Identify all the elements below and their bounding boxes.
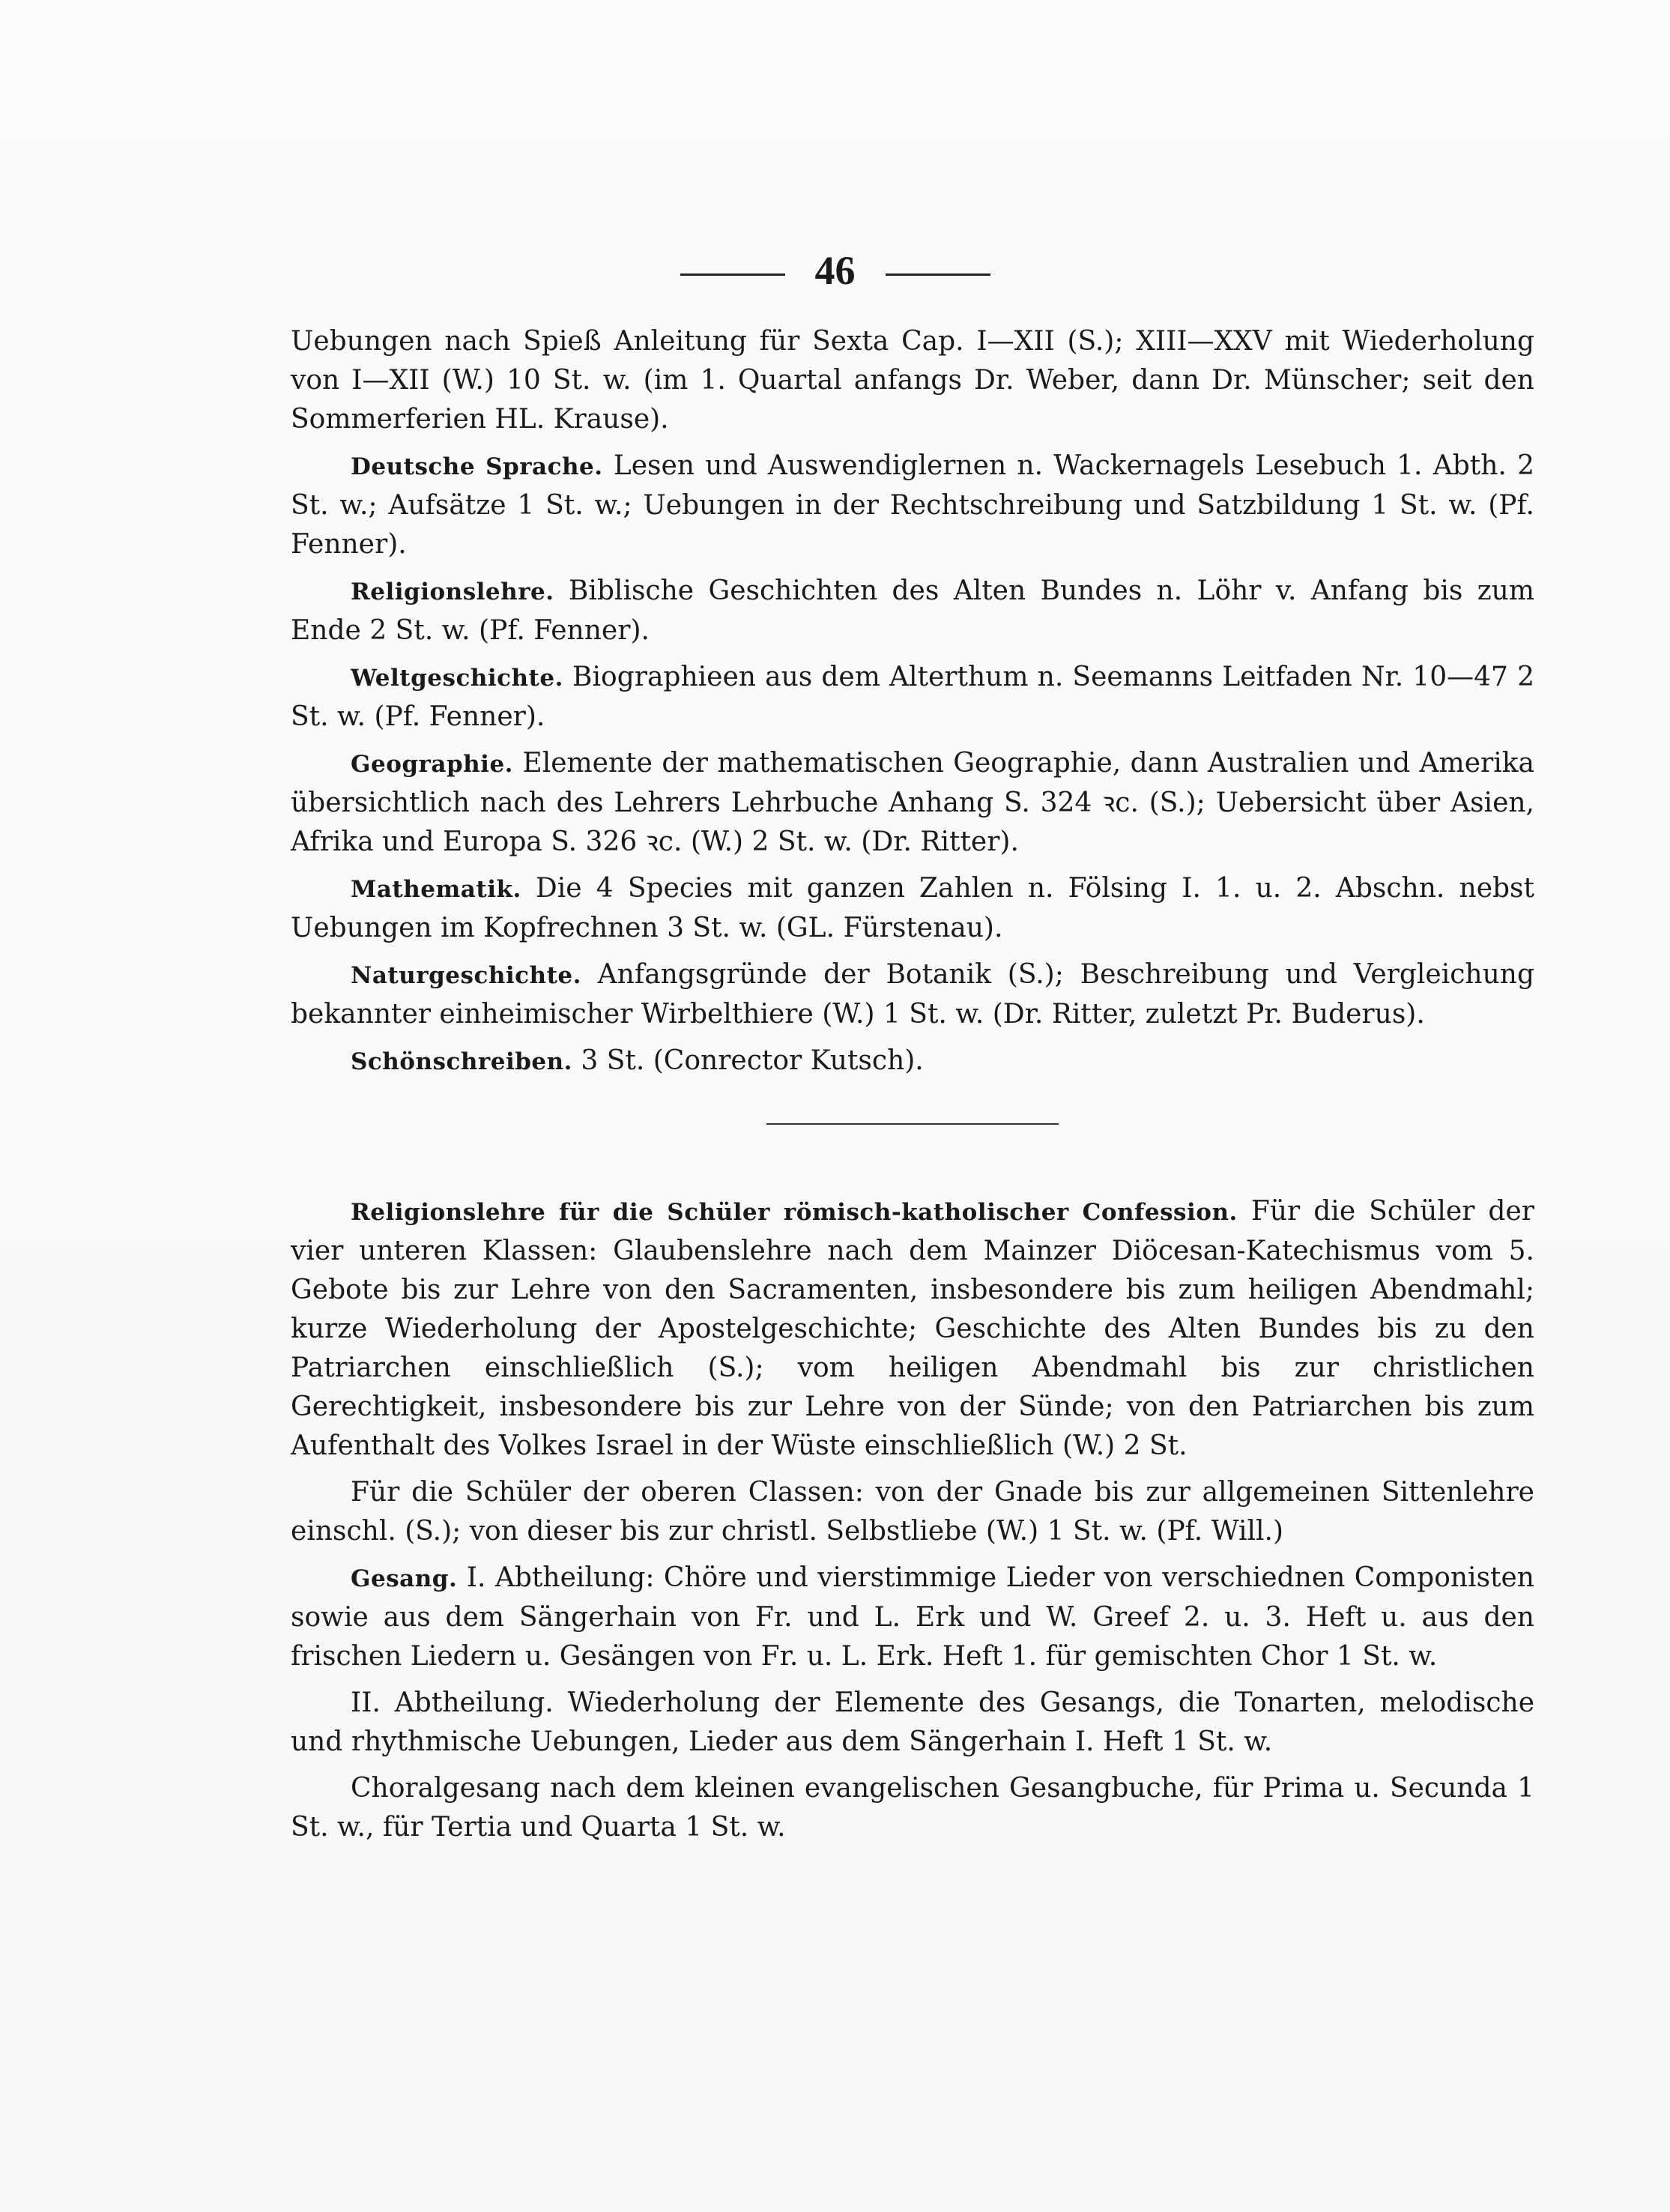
paragraph <box>291 1559 1534 1676</box>
paragraph <box>291 1042 1534 1081</box>
paragraph <box>291 955 1534 1034</box>
paragraph-text: Uebungen nach Spieß Anleitung für Sexta Cap. I—XII (S.); XIII—XXV mit Wiederholung von I—XII (W.) 10 St. w. (im 1. Quartal anfangs Dr. Weber, dann Dr. Münscher; seit den Sommerferien HL. Krause). <box>291 326 1534 435</box>
section-top <box>291 322 1534 1081</box>
paragraph-text: Biblische Geschichten des Alten Bundes n. Löhr v. Anfang bis zum Ende 2 St. w. (Pf. Fenner). <box>291 575 1534 646</box>
paragraph <box>291 1769 1534 1847</box>
paragraph-heading: Schönschreiben. <box>351 1048 572 1075</box>
paragraph <box>291 1473 1534 1551</box>
paragraph <box>291 658 1534 737</box>
paragraph <box>291 572 1534 650</box>
page-body <box>291 322 1534 1855</box>
paragraph-text: Für die Schüler der vier unteren Klassen: Glaubenslehre nach dem Mainzer Diöcesan-Katechismus vom 5. Gebote bis zur Lehre von den Sacramenten, insbesondere bis zum heiligen Abendmahl; kurze Wiederholung der Apostelgeschichte; Geschichte des Alten Bundes bis zu den Patriarchen einschließlich (S.); vom heiligen Abendmahl bis zur christlichen Gerechtigkeit, insbesondere bis zur Lehre von der Sünde; von den Patriarchen bis zum Aufenthalt des Volkes Israel in der Wüste einschließlich (W.) 2 St. <box>291 1196 1534 1461</box>
paragraph-text: Für die Schüler der oberen Classen: von der Gnade bis zur allgemeinen Sittenlehre einschl. (S.); von dieser bis zur christl. Selbstliebe (W.) 1 St. w. (Pf. Will.) <box>291 1477 1534 1547</box>
paragraph-text: Biographieen aus dem Alterthum n. Seemanns Leitfaden Nr. 10—47 2 St. w. (Pf. Fenner). <box>291 662 1534 732</box>
paragraph <box>291 744 1534 862</box>
paragraph <box>291 1192 1534 1466</box>
paragraph-heading: Gesang. <box>351 1565 458 1592</box>
section-bottom <box>291 1192 1534 1847</box>
paragraph-text: Lesen und Auswendiglernen n. Wackernagels Lesebuch 1. Abth. 2 St. w.; Aufsätze 1 St. w.; Uebungen in der Rechtschreibung und Satzbildung 1 St. w. (Pf. Fenner). <box>291 450 1534 560</box>
paragraph <box>291 1684 1534 1762</box>
paragraph-heading: Naturgeschichte. <box>351 962 581 989</box>
paragraph-heading: Weltgeschichte. <box>351 665 563 692</box>
page-header <box>0 247 1670 294</box>
header-rule-right <box>886 274 990 276</box>
page-number: 46 <box>814 248 856 293</box>
header-rule-left <box>680 274 785 276</box>
paragraph-text: II. Abtheilung. Wiederholung der Elemente des Gesangs, die Tonarten, melodische und rhythmische Uebungen, Lieder aus dem Sängerhain I. Heft 1 St. w. <box>291 1687 1534 1757</box>
paragraph-text: Choralgesang nach dem kleinen evangelischen Gesangbuche, für Prima u. Secunda 1 St. w., für Tertia und Quarta 1 St. w. <box>291 1773 1534 1843</box>
paragraph-text: Anfangsgründe der Botanik (S.); Beschreibung und Vergleichung bekannter einheimischer Wirbelthiere (W.) 1 St. w. (Dr. Ritter, zuletzt Pr. Buderus). <box>291 959 1534 1030</box>
paragraph <box>291 869 1534 948</box>
paragraph-heading: Geographie. <box>351 751 513 778</box>
paragraph-text: 3 St. (Conrector Kutsch). <box>572 1045 924 1076</box>
section-divider <box>766 1123 1059 1125</box>
paragraph <box>291 447 1534 564</box>
paragraph-text: Die 4 Species mit ganzen Zahlen n. Fölsing I. 1. u. 2. Abschn. nebst Uebungen im Kopfrechnen 3 St. w. (GL. Fürstenau). <box>291 873 1534 943</box>
paragraph-heading: Religionslehre. <box>351 578 554 605</box>
paragraph-text: Elemente der mathematischen Geographie, dann Australien und Amerika übersichtlich nach des Lehrers Lehrbuche Anhang S. 324 ꝛc. (S.); Uebersicht über Asien, Afrika und Europa S. 326 ꝛc. (W.) 2 St. w. (Dr. Ritter). <box>291 748 1534 857</box>
paragraph <box>291 322 1534 439</box>
paragraph-heading: Deutsche Sprache. <box>351 453 603 480</box>
paragraph-heading: Religionslehre für die Schüler römisch-katholischer Confession. <box>351 1199 1238 1226</box>
paragraph-heading: Mathematik. <box>351 876 521 903</box>
paragraph-text: I. Abtheilung: Chöre und vierstimmige Lieder von verschiednen Componisten sowie aus dem Sängerhain von Fr. und L. Erk und W. Greef 2. u. 3. Heft u. aus den frischen Liedern u. Gesängen von Fr. u. L. Erk. Heft 1. für gemischten Chor 1 St. w. <box>291 1562 1534 1672</box>
